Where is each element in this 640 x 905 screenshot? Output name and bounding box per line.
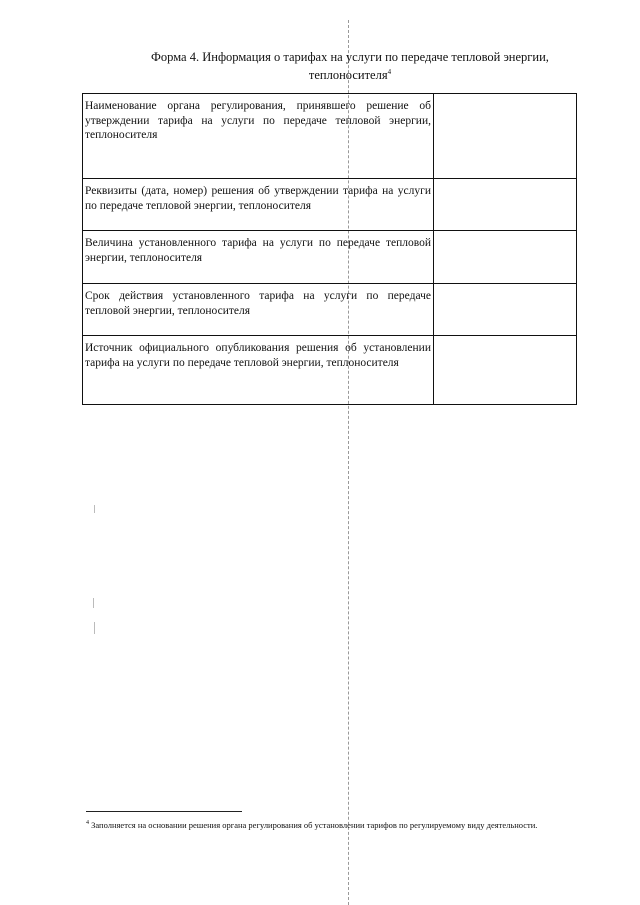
page-title: [120, 50, 580, 83]
row-label: Наименование органа регулирования, принявшего решение об утверждении тарифа на услуги по передаче тепловой энергии, теплоносителя: [83, 94, 434, 179]
scan-speck: [93, 598, 94, 608]
table-row: [83, 284, 577, 336]
footnote: [86, 817, 592, 832]
row-value: [434, 231, 577, 284]
footnote-separator: [86, 811, 242, 812]
row-value: [434, 179, 577, 231]
table-row: [83, 179, 577, 231]
row-value: [434, 336, 577, 405]
footnote-text: Заполняется на основании решения органа регулирования об установлении тарифов по регулируемому виду деятельности.: [91, 819, 538, 830]
title-footnote-marker: 4: [387, 68, 392, 76]
table-row: [83, 94, 577, 179]
row-value: [434, 94, 577, 179]
scan-speck: [94, 505, 95, 513]
row-value: [434, 284, 577, 336]
row-label: Срок действия установленного тарифа на услуги по передаче тепловой энергии, теплоносителя: [83, 284, 434, 336]
row-label: Реквизиты (дата, номер) решения об утверждении тарифа на услуги по передаче тепловой энергии, теплоносителя: [83, 179, 434, 231]
row-label: Величина установленного тарифа на услуги по передаче тепловой энергии, теплоносителя: [83, 231, 434, 284]
scan-speck: [94, 622, 95, 634]
table-row: [83, 231, 577, 284]
table-row: [83, 336, 577, 405]
footnote-marker: 4: [86, 820, 89, 826]
title-line-1: Форма 4. Информация о тарифах на услуги по передаче тепловой энергии,: [151, 50, 549, 64]
row-label: Источник официального опубликования решения об установлении тарифа на услуги по передаче тепловой энергии, теплоносителя: [83, 336, 434, 405]
tariff-info-table: [82, 93, 577, 405]
title-line-2: теплоносителя: [308, 68, 388, 83]
